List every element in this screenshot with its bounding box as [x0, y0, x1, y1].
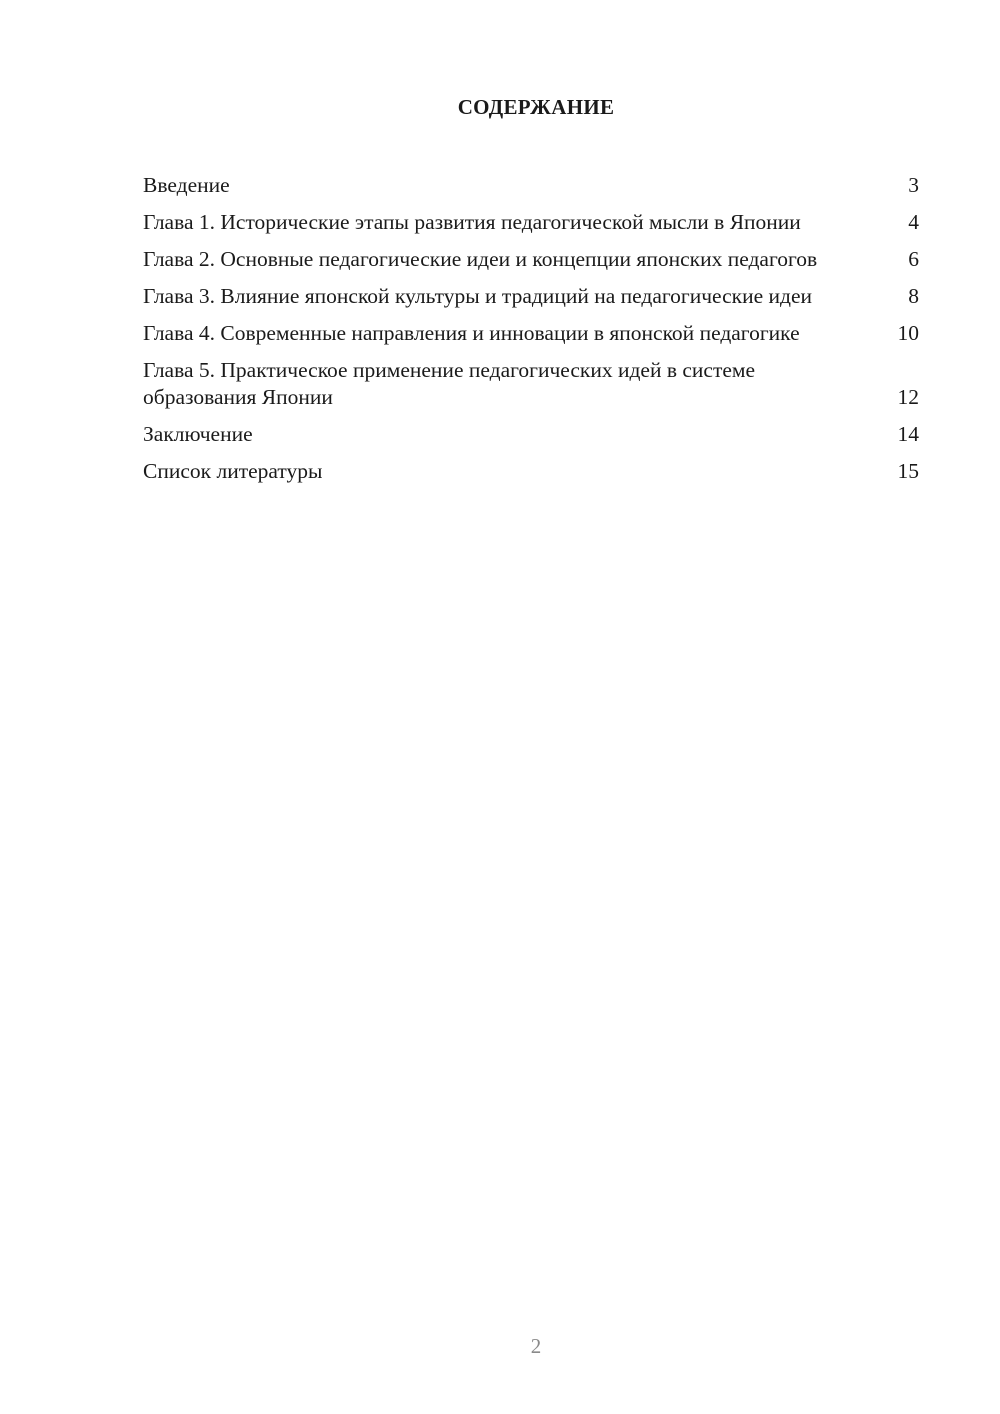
- toc-entry-chapter-2: [143, 246, 919, 273]
- toc-entry-page: 14: [897, 422, 919, 446]
- toc-entry-page: 6: [908, 247, 919, 271]
- toc-entry-text: Глава 1. Исторические этапы развития педагогической мысли в Японии: [143, 210, 801, 234]
- toc-entry-references: [143, 458, 919, 485]
- toc-entry-text: Глава 2. Основные педагогические идеи и концепции японских педагогов: [143, 247, 818, 271]
- toc-entry-page: 10: [897, 321, 919, 345]
- page-number: 2: [530, 1334, 542, 1358]
- toc-entry-chapter-4: [143, 320, 919, 347]
- toc-entry-chapter-3: [143, 283, 919, 310]
- toc-entry-text: Список литературы: [143, 459, 323, 483]
- page-title: СОДЕРЖАНИЕ: [457, 95, 615, 119]
- table-of-contents: [143, 172, 919, 495]
- toc-entry-text: Глава 4. Современные направления и инновации в японской педагогике: [143, 321, 800, 345]
- toc-entry-text: Глава 5. Практическое применение педагогических идей в системе образования Японии: [143, 358, 756, 409]
- toc-entry-conclusion: [143, 421, 919, 448]
- toc-entry-text: Заключение: [143, 422, 253, 446]
- toc-entry-text: Глава 3. Влияние японской культуры и традиций на педагогические идеи: [143, 284, 813, 308]
- toc-entry-page: 15: [897, 459, 919, 483]
- toc-entry-text: Введение: [143, 173, 230, 197]
- toc-entry-page: 3: [908, 173, 919, 197]
- toc-entry-page: 8: [908, 284, 919, 308]
- toc-entry-chapter-5: [143, 357, 919, 411]
- toc-entry-chapter-1: [143, 209, 919, 236]
- toc-entry-page: 4: [908, 210, 919, 234]
- toc-entry-introduction: [143, 172, 919, 199]
- toc-entry-page: 12: [897, 385, 919, 409]
